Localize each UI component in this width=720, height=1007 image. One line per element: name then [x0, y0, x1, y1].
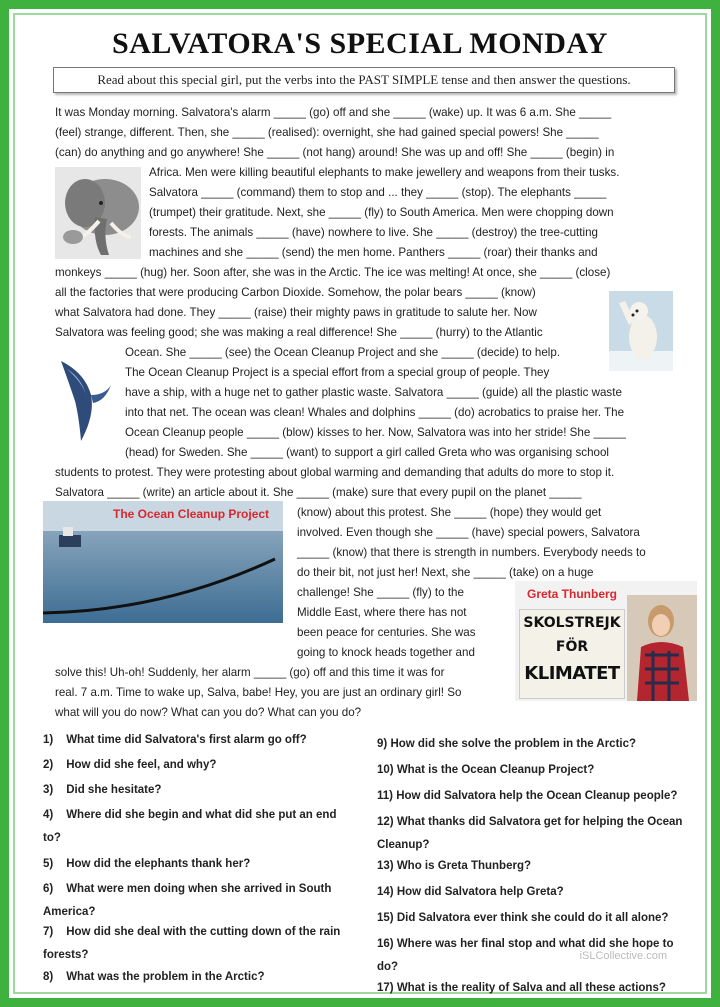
story-line: real. 7 a.m. Time to wake up, Salva, babe! Hey, you are just an ordinary girl! So — [55, 686, 462, 699]
protest-sign — [519, 609, 625, 699]
story-line: challenge! She _____ (fly) to the — [297, 586, 464, 599]
story-line: do their bit, not just her! Next, she _____ (take) on a huge — [297, 566, 594, 579]
story-line: Africa. Men were killing beautiful elephants to make jewellery and weapons from their tusks. — [149, 166, 620, 179]
story-line: Ocean. She _____ (see) the Ocean Cleanup Project and she _____ (decide) to help. — [125, 346, 561, 359]
story-line: Ocean Cleanup people _____ (blow) kisses to her. Now, Salvatora was into her stride! She _____ — [125, 426, 626, 439]
question-5: 5) How did the elephants thank her? — [43, 858, 251, 870]
story-line: going to knock heads together and — [297, 646, 475, 659]
story-line: (trumpet) their gratitude. Next, she _____ (fly) to South America. Men were chopping down — [149, 206, 614, 219]
question-11: 11) How did Salvatora help the Ocean Cleanup people? — [377, 790, 678, 802]
question-4: 4) Where did she begin and what did she put an end to? — [43, 809, 337, 844]
whale-image — [55, 355, 115, 447]
instructions-box: Read about this special girl, put the verbs into the PAST SIMPLE tense and then answer the questions. — [53, 67, 675, 93]
ocean-cleanup-image — [43, 501, 283, 623]
story-line: into that net. The ocean was clean! Whales and dolphins _____ (do) acrobatics to praise her. The — [125, 406, 625, 419]
question-15: 15) Did Salvatora ever think she could do it all alone? — [377, 912, 669, 924]
question-3: 3) Did she hesitate? — [43, 784, 162, 796]
watermark: iSLCollective.com — [579, 950, 667, 962]
story-line: monkeys _____ (hug) her. Soon after, she was in the Arctic. The ice was melting! At once, she _____ (close) — [55, 266, 611, 279]
worksheet-title: SALVATORA'S SPECIAL MONDAY — [112, 27, 608, 60]
story-line: Salvatora was feeling good; she was making a real difference! She _____ (hurry) to the Atlantic — [55, 326, 543, 339]
story-line: solve this! Uh-oh! Suddenly, her alarm _____ (go) off and this time it was for — [55, 666, 445, 679]
story-line: have a ship, with a huge net to gather plastic waste. Salvatora _____ (guide) all the plastic waste — [125, 386, 622, 399]
sign-line: FÖR — [555, 639, 589, 655]
story-line: forests. The animals _____ (have) nowhere to live. She _____ (destroy) the tree-cutting — [149, 226, 598, 239]
question-13: 13) Who is Greta Thunberg? — [377, 860, 531, 872]
question-10: 10) What is the Ocean Cleanup Project? — [377, 764, 595, 776]
polar-bear-image — [609, 291, 673, 371]
story-line: (can) do anything and go anywhere! She _____ (not hang) around! She was up and off! She _____ (begin) in — [55, 146, 615, 159]
question-9: 9) How did she solve the problem in the Arctic? — [377, 738, 637, 750]
question-7: 7) How did she deal with the cutting down of the rain forests? — [43, 926, 341, 961]
story-line: been peace for centuries. She was — [297, 626, 476, 639]
sign-line: KLIMATET — [524, 663, 620, 684]
question-6: 6) What were men doing when she arrived in South America? — [43, 883, 332, 918]
ocean-cleanup-caption: The Ocean Cleanup Project — [113, 507, 270, 521]
sign-line: SKOLSTREJK — [523, 615, 621, 631]
story-line: what Salvatora had done. They _____ (raise) their mighty paws in gratitude to salute her. Now — [55, 306, 537, 319]
question-1: 1) What time did Salvatora's first alarm go off? — [43, 734, 307, 746]
story-line: (feel) strange, different. Then, she _____ (realised): overnight, she had gained special powers! She _____ — [55, 126, 599, 139]
story-line: what will you do now? What can you do? What can you do? — [55, 706, 362, 719]
story-line: Salvatora _____ (write) an article about it. She _____ (make) sure that every pupil on the planet _____ — [55, 486, 582, 499]
elephant-image — [55, 167, 141, 259]
question-17: 17) What is the reality of Salva and all these actions? — [377, 982, 666, 994]
greta-figure — [627, 595, 697, 701]
story-line: _____ (know) that there is strength in numbers. Everybody needs to — [297, 546, 646, 559]
story-line: all the factories that were producing Carbon Dioxide. Somehow, the polar bears _____ (know) — [55, 286, 536, 299]
question-8: 8) What was the problem in the Arctic? — [43, 971, 265, 983]
story-line: The Ocean Cleanup Project is a special effort from a special group of people. They — [125, 366, 550, 379]
question-16: 16) Where was her final stop and what did she hope to do? — [377, 938, 674, 973]
greta-thunberg-image — [515, 581, 697, 701]
story-line: involved. Even though she _____ (have) special powers, Salvatora — [297, 526, 640, 539]
story-line: Middle East, where there has not — [297, 606, 467, 619]
story-line: It was Monday morning. Salvatora's alarm _____ (go) off and she _____ (wake) up. It was 6 a.m. She _____ — [55, 106, 612, 119]
question-14: 14) How did Salvatora help Greta? — [377, 886, 564, 898]
story-line: machines and she _____ (send) the men home. Panthers _____ (roar) their thanks and — [149, 246, 598, 259]
question-12: 12) What thanks did Salvatora get for helping the Ocean Cleanup? — [377, 816, 683, 851]
story-line: (head) for Sweden. She _____ (want) to support a girl called Greta who was organising school — [125, 446, 609, 459]
story-line: Salvatora _____ (command) them to stop and ... they _____ (stop). The elephants _____ — [149, 186, 607, 199]
story-line: students to protest. They were protesting about global warming and demanding that adults do more to stop it. — [55, 466, 615, 479]
story-line: (know) about this protest. She _____ (hope) they would get — [297, 506, 602, 519]
greta-caption: Greta Thunberg — [527, 587, 618, 601]
question-2: 2) How did she feel, and why? — [43, 759, 217, 771]
